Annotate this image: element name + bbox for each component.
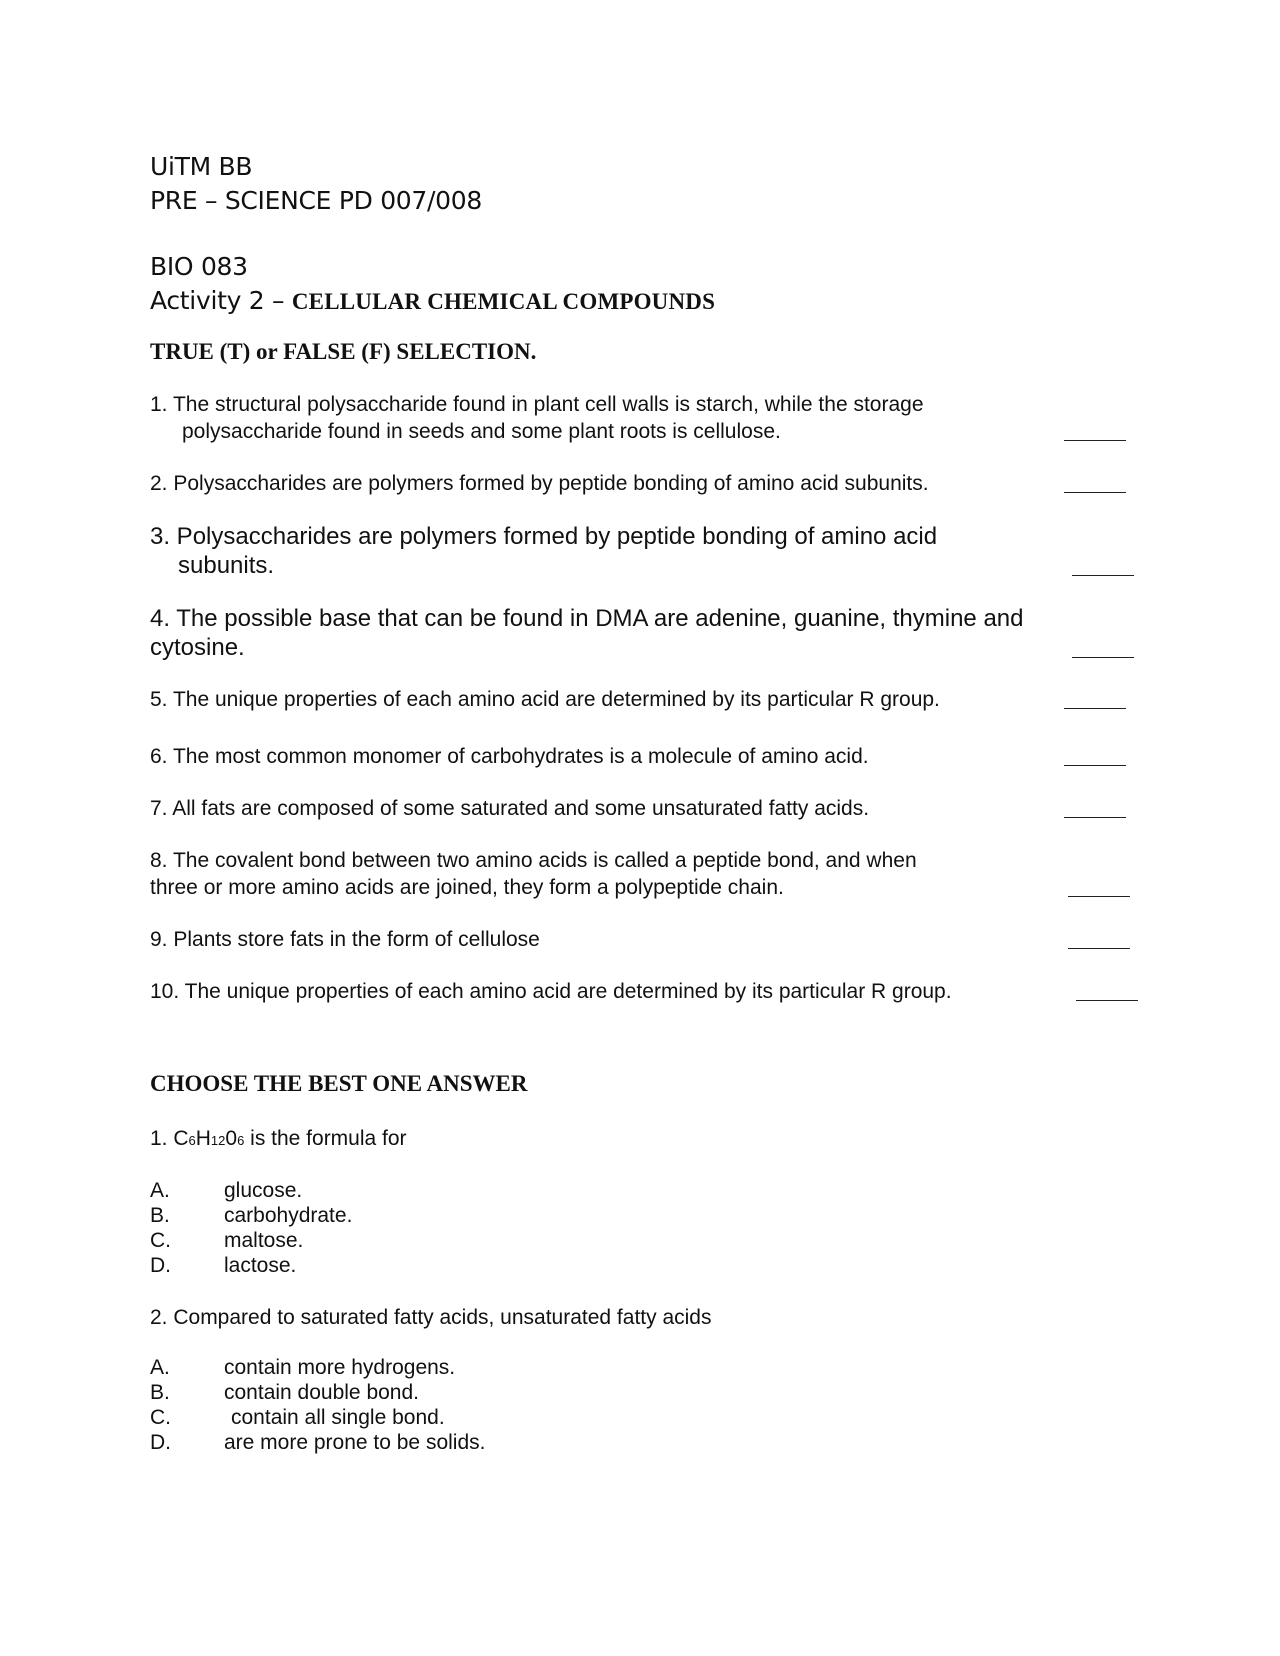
option-a[interactable]: A. contain more hydrogens. bbox=[150, 1356, 456, 1379]
tf-question-text: 4. The possible base that can be found in DMA are adenine, guanine, thymine and cytosine. bbox=[150, 605, 1024, 661]
program-code: PRE – SCIENCE PD 007/008 bbox=[150, 186, 482, 215]
formula-subscript: 12 bbox=[210, 1133, 226, 1148]
option-c[interactable]: C. contain all single bond. bbox=[150, 1406, 445, 1429]
tf-question-text: 3. Polysaccharides are polymers formed by peptide bonding of amino acid subunits. bbox=[150, 523, 938, 579]
option-d[interactable]: D. are more prone to be solids. bbox=[150, 1431, 486, 1454]
formula-part: 1. C bbox=[150, 1127, 189, 1150]
tf-question-text: 7. All fats are composed of some saturated and some unsaturated fatty acids. bbox=[150, 797, 870, 820]
tf-question-text: 5. The unique properties of each amino acid are determined by its particular R group. bbox=[150, 688, 940, 711]
tf-question bbox=[150, 604, 1130, 662]
institution-name: UiTM BB bbox=[150, 152, 253, 181]
multiple-choice-title: CHOOSE THE BEST ONE ANSWER bbox=[150, 1071, 528, 1096]
course-code: BIO 083 bbox=[150, 252, 248, 281]
tf-question bbox=[150, 847, 1130, 901]
tf-question bbox=[150, 743, 1130, 770]
activity-prefix: Activity 2 – bbox=[150, 286, 292, 315]
tf-question-text: 8. The covalent bond between two amino acids is called a peptide bond, and when three or more amino acids are joined, they form a polypeptide chain. bbox=[150, 849, 917, 899]
answer-blank[interactable] bbox=[1068, 896, 1130, 897]
mc-question-2: 2. Compared to saturated fatty acids, unsaturated fatty acids bbox=[150, 1306, 712, 1329]
true-false-list bbox=[150, 391, 1130, 1005]
answer-blank[interactable] bbox=[1064, 817, 1126, 818]
answer-blank[interactable] bbox=[1064, 708, 1126, 709]
option-b[interactable]: B. carbohydrate. bbox=[150, 1204, 353, 1227]
option-c[interactable]: C. maltose. bbox=[150, 1229, 304, 1252]
tf-question bbox=[150, 795, 1130, 822]
answer-blank[interactable] bbox=[1064, 492, 1126, 493]
mc-options-2 bbox=[150, 1355, 1130, 1455]
tf-question-text: 2. Polysaccharides are polymers formed by peptide bonding of amino acid subunits. bbox=[150, 472, 929, 495]
answer-blank[interactable] bbox=[1072, 657, 1134, 658]
answer-blank[interactable] bbox=[1068, 948, 1130, 949]
option-b[interactable]: B. contain double bond. bbox=[150, 1381, 419, 1404]
mc-options-1 bbox=[150, 1178, 1130, 1278]
formula-subscript: 6 bbox=[237, 1133, 245, 1148]
tf-question bbox=[150, 522, 1130, 580]
tf-question-text: 10. The unique properties of each amino acid are determined by its particular R group. bbox=[150, 980, 952, 1003]
formula-part: H bbox=[195, 1127, 211, 1150]
tf-question bbox=[150, 686, 1130, 713]
tf-question-text: 6. The most common monomer of carbohydrates is a molecule of amino acid. bbox=[150, 745, 869, 768]
mc-question-1 bbox=[150, 1125, 1130, 1154]
tf-question-text: 1. The structural polysaccharide found in plant cell walls is starch, while the storage polysaccharide found in seeds and some plant roots is cellulose. bbox=[150, 393, 924, 443]
worksheet-page bbox=[150, 150, 1130, 1455]
answer-blank[interactable] bbox=[1076, 1000, 1138, 1001]
tf-question bbox=[150, 470, 1130, 497]
formula-suffix: is the formula for bbox=[244, 1127, 407, 1150]
tf-question bbox=[150, 391, 1130, 445]
activity-title: CELLULAR CHEMICAL COMPOUNDS bbox=[291, 289, 716, 314]
answer-blank[interactable] bbox=[1064, 440, 1126, 441]
tf-question bbox=[150, 978, 1130, 1005]
true-false-title: TRUE (T) or FALSE (F) SELECTION. bbox=[150, 339, 537, 364]
tf-question-text: 9. Plants store fats in the form of cellulose bbox=[150, 928, 540, 951]
formula-subscript: 6 bbox=[188, 1133, 196, 1148]
tf-question bbox=[150, 926, 1130, 953]
answer-blank[interactable] bbox=[1072, 575, 1134, 576]
option-d[interactable]: D. lactose. bbox=[150, 1254, 297, 1277]
answer-blank[interactable] bbox=[1064, 765, 1126, 766]
option-a[interactable]: A. glucose. bbox=[150, 1179, 303, 1202]
formula-part: 0 bbox=[225, 1127, 238, 1150]
activity-heading bbox=[150, 284, 1130, 319]
